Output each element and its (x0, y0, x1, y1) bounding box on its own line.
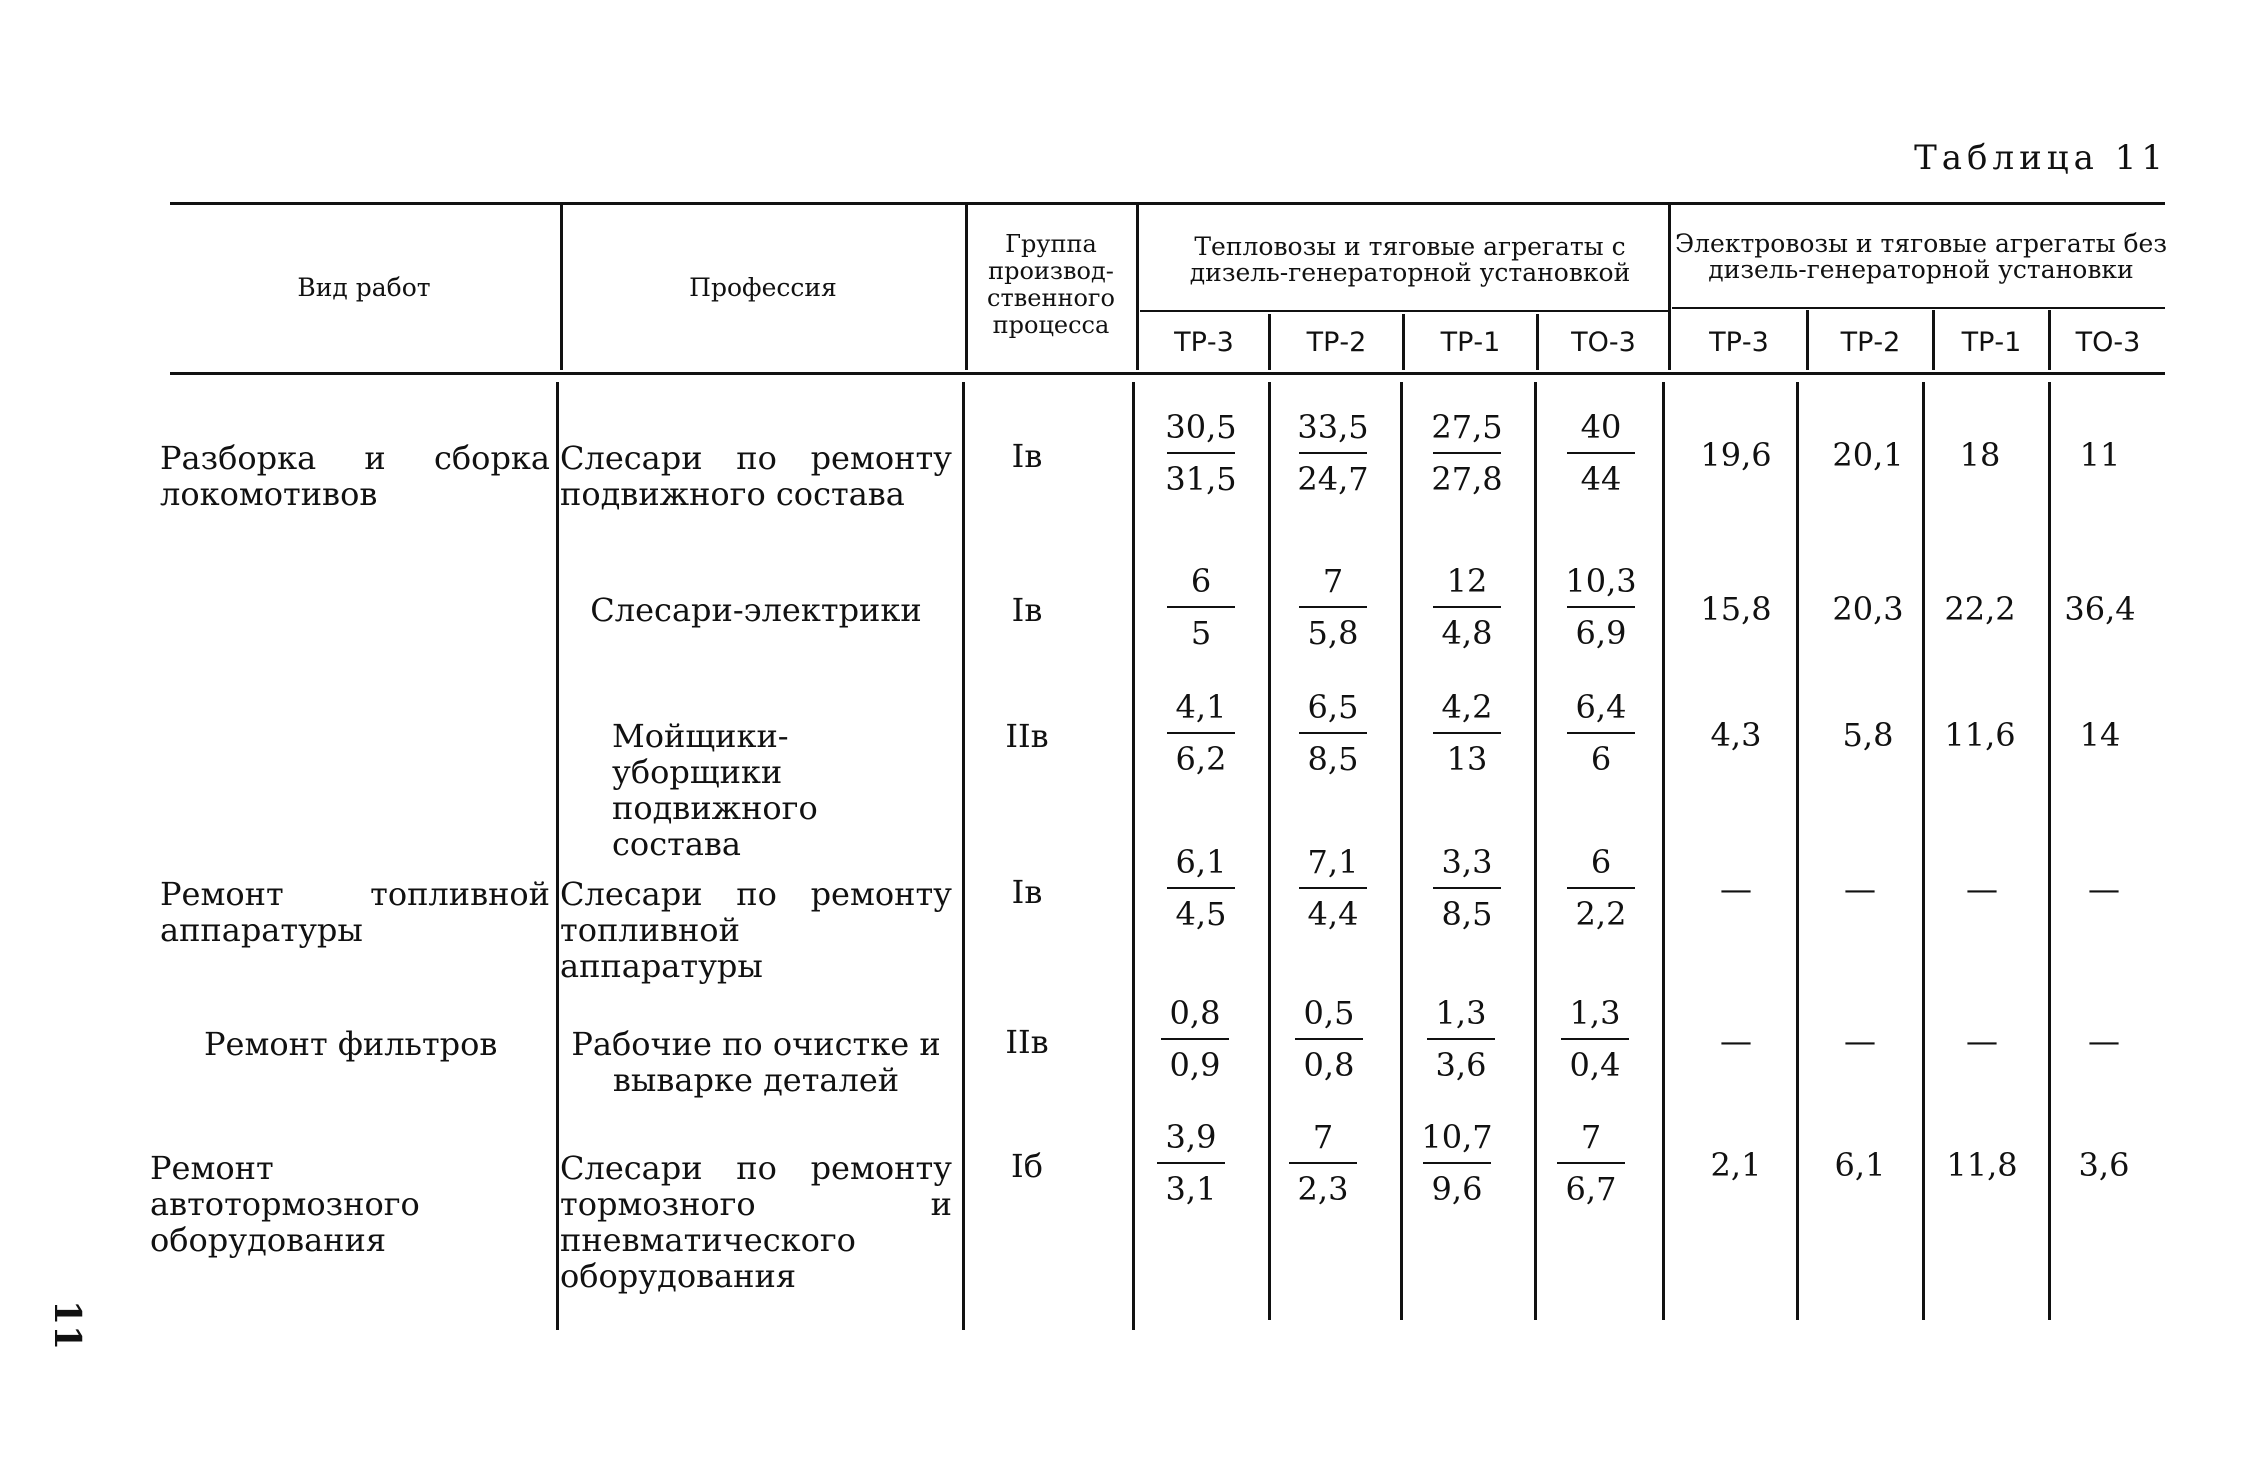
header-professiya: Профессия (689, 272, 837, 302)
value-cell: — (1966, 870, 1998, 908)
subheader-elektro-tr2: ТР-2 (1840, 327, 1901, 358)
fraction-cell: 6,4 6 (1546, 688, 1656, 778)
value-cell: 20,1 (1832, 436, 1904, 474)
value-cell: — (1966, 1022, 1998, 1060)
profession-cell: Рабочие по очистке и выварке деталей (571, 1025, 941, 1099)
value-cell: 11,8 (1946, 1146, 2018, 1184)
fraction-cell: 6 5 (1146, 562, 1256, 652)
fraction-cell: 40 44 (1546, 408, 1656, 498)
value-cell: 36,4 (2064, 590, 2136, 628)
value-cell: 20,3 (1832, 590, 1904, 628)
header-teplovozy: Тепловозы и тяговые агрегаты с дизель-генераторной установкой (1189, 232, 1631, 287)
fraction-cell: 6 2,2 (1546, 843, 1656, 933)
fraction-cell: 3,9 3,1 (1136, 1118, 1246, 1208)
value-cell: — (1844, 870, 1876, 908)
header-elektrovozy: Электровозы и тяговые агрегаты без дизель-генераторной установки (1675, 229, 2167, 284)
fraction-cell: 0,8 0,9 (1140, 994, 1250, 1084)
process-group-cell: Iв (1011, 437, 1043, 475)
fraction-cell: 27,5 27,8 (1431, 408, 1503, 498)
value-cell: 14 (2079, 716, 2121, 754)
header-gruppa: Группа производ-ственного процесса (987, 230, 1115, 339)
subheader-teplo-tr3: ТР-3 (1174, 327, 1234, 358)
header-divider (1136, 205, 1139, 370)
fraction-cell: 1,3 0,4 (1540, 994, 1650, 1084)
body-divider (556, 382, 559, 1330)
process-group-cell: IIв (1005, 717, 1049, 755)
fraction-cell: 33,5 24,7 (1297, 408, 1369, 498)
value-cell: 5,8 (1842, 716, 1894, 754)
body-divider (1796, 382, 1799, 1320)
fraction-cell: 6,5 8,5 (1278, 688, 1388, 778)
fraction-cell: 12 4,8 (1412, 562, 1522, 652)
subheader-elektro-tr1: ТР-1 (1961, 327, 2022, 358)
value-cell: 18 (1959, 436, 2001, 474)
fraction-cell: 4,1 6,2 (1146, 688, 1256, 778)
work-type-cell: Ремонт фильтров (204, 1025, 498, 1063)
header-bottom-rule (170, 372, 2165, 375)
value-cell: 3,6 (2078, 1146, 2130, 1184)
fraction-cell: 30,5 31,5 (1165, 408, 1237, 498)
value-cell: 6,1 (1834, 1146, 1886, 1184)
subheader-elektro-tr3: ТР-3 (1709, 327, 1769, 358)
fraction-cell: 7,1 4,4 (1278, 843, 1388, 933)
fraction-cell: 0,5 0,8 (1274, 994, 1384, 1084)
profession-cell: Слесари по ремонту топливной аппаратуры (560, 875, 952, 985)
value-cell: — (1844, 1022, 1876, 1060)
page-number: 11 (46, 1300, 88, 1351)
profession-cell: Мойщики-уборщики подвижного состава (612, 717, 818, 863)
value-cell: 11,6 (1944, 716, 2016, 754)
value-cell: 4,3 (1710, 716, 1762, 754)
fraction-cell: 3,3 8,5 (1412, 843, 1522, 933)
subheader-teplo-tr2: ТР-2 (1306, 327, 1367, 358)
work-type-cell: Ремонт автотормозного оборудования (150, 1149, 420, 1259)
fraction-cell: 6,1 4,5 (1146, 843, 1256, 933)
subheader-teplo-tr1: ТР-1 (1440, 327, 1501, 358)
value-cell: — (2088, 870, 2120, 908)
header-vid-rabot: Вид работ (297, 272, 431, 302)
value-cell: — (2088, 1022, 2120, 1060)
subheader-elektro-to3: ТО-3 (2075, 327, 2141, 358)
subheader-teplo-to3: ТО-3 (1571, 327, 1636, 358)
work-type-cell: Ремонт топливной аппаратуры (160, 875, 550, 949)
fraction-cell: 10,7 9,6 (1421, 1118, 1493, 1208)
group-rule-1 (1140, 310, 1668, 312)
value-cell: 15,8 (1700, 590, 1772, 628)
profession-cell: Слесари по ремонту подвижного состава (560, 439, 952, 513)
profession-cell: Слесари-электрики (590, 591, 922, 629)
value-cell: 19,6 (1700, 436, 1772, 474)
body-divider (1132, 382, 1135, 1330)
process-group-cell: Iв (1011, 873, 1043, 911)
body-divider (962, 382, 965, 1330)
value-cell: 11 (2079, 436, 2121, 474)
fraction-cell: 4,2 13 (1412, 688, 1522, 778)
value-cell: — (1720, 870, 1752, 908)
value-cell: — (1720, 1022, 1752, 1060)
profession-cell: Слесари по ремонту тормозного и пневматического оборудования (560, 1149, 952, 1295)
fraction-cell: 7 5,8 (1278, 562, 1388, 652)
body-divider (1662, 382, 1665, 1320)
process-group-cell: Iб (1011, 1147, 1043, 1185)
fraction-cell: 10,3 6,9 (1565, 562, 1637, 652)
fraction-cell: 7 2,3 (1268, 1118, 1378, 1208)
table-caption: Таблица 11 (1914, 138, 2168, 178)
value-cell: 2,1 (1710, 1146, 1762, 1184)
fraction-cell: 1,3 3,6 (1406, 994, 1516, 1084)
fraction-cell: 7 6,7 (1536, 1118, 1646, 1208)
work-type-cell: Разборка и сборка локомотивов (160, 439, 550, 513)
header-divider (1668, 205, 1671, 370)
process-group-cell: IIв (1005, 1023, 1049, 1061)
value-cell: 22,2 (1944, 590, 2016, 628)
process-group-cell: Iв (1011, 591, 1043, 629)
group-rule-2 (1672, 307, 2165, 309)
